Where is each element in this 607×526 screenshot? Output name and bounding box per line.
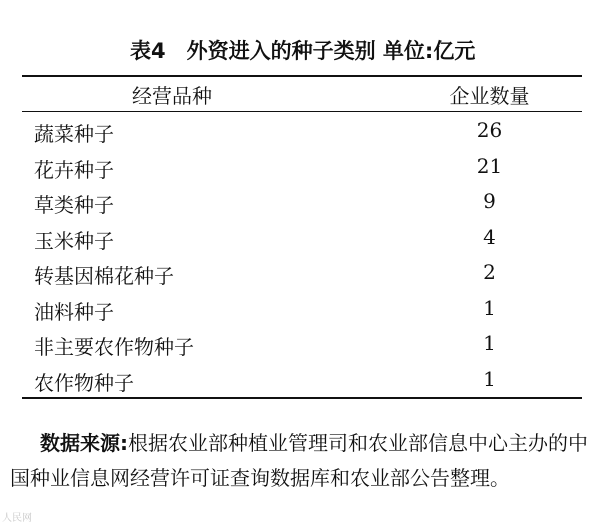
- watermark: 人民网: [2, 513, 32, 524]
- cell-count: 1: [483, 331, 496, 355]
- table-row: [22, 113, 582, 149]
- cell-count: 4: [483, 224, 496, 249]
- column-header-count: 企业数量: [449, 84, 530, 108]
- table-caption: 表4 外资进入的种子类别 单位:亿元: [130, 39, 476, 63]
- cell-variety: 非主要农作物种子: [34, 335, 194, 359]
- cell-count: 2: [483, 260, 496, 284]
- column-header-variety: 经营品种: [132, 84, 212, 108]
- table-header-rule: [22, 111, 582, 112]
- cell-variety: 花卉种子: [34, 157, 114, 182]
- table-row: [22, 255, 582, 291]
- table-bottom-rule: [22, 397, 582, 399]
- table-header: [22, 80, 582, 110]
- table-row: [22, 362, 582, 398]
- table-row: [22, 326, 582, 362]
- cell-variety: 油料种子: [34, 299, 114, 324]
- cell-count: 1: [483, 295, 496, 320]
- cell-variety: 转基因棉花种子: [34, 264, 174, 288]
- cell-variety: 玉米种子: [34, 228, 114, 253]
- cell-count: 21: [476, 153, 503, 178]
- table-body: [22, 113, 582, 397]
- table-row: [22, 149, 582, 185]
- table-top-rule: [22, 75, 582, 77]
- cell-variety: 农作物种子: [34, 370, 134, 395]
- source-note: [10, 426, 590, 496]
- cell-count: 1: [483, 366, 496, 391]
- cell-count: 9: [483, 189, 496, 213]
- source-note-text: 根据农业部种植业管理司和农业部信息中心主办的中国种业信息网经营许可证查询数据库和农业部公告整理。: [10, 431, 588, 490]
- table-row: [22, 220, 582, 256]
- table-row: [22, 291, 582, 327]
- table-row: [22, 184, 582, 220]
- cell-variety: 草类种子: [34, 193, 114, 217]
- source-note-label: 数据来源:: [40, 431, 128, 455]
- cell-count: 26: [476, 118, 503, 142]
- cell-variety: 蔬菜种子: [34, 122, 114, 146]
